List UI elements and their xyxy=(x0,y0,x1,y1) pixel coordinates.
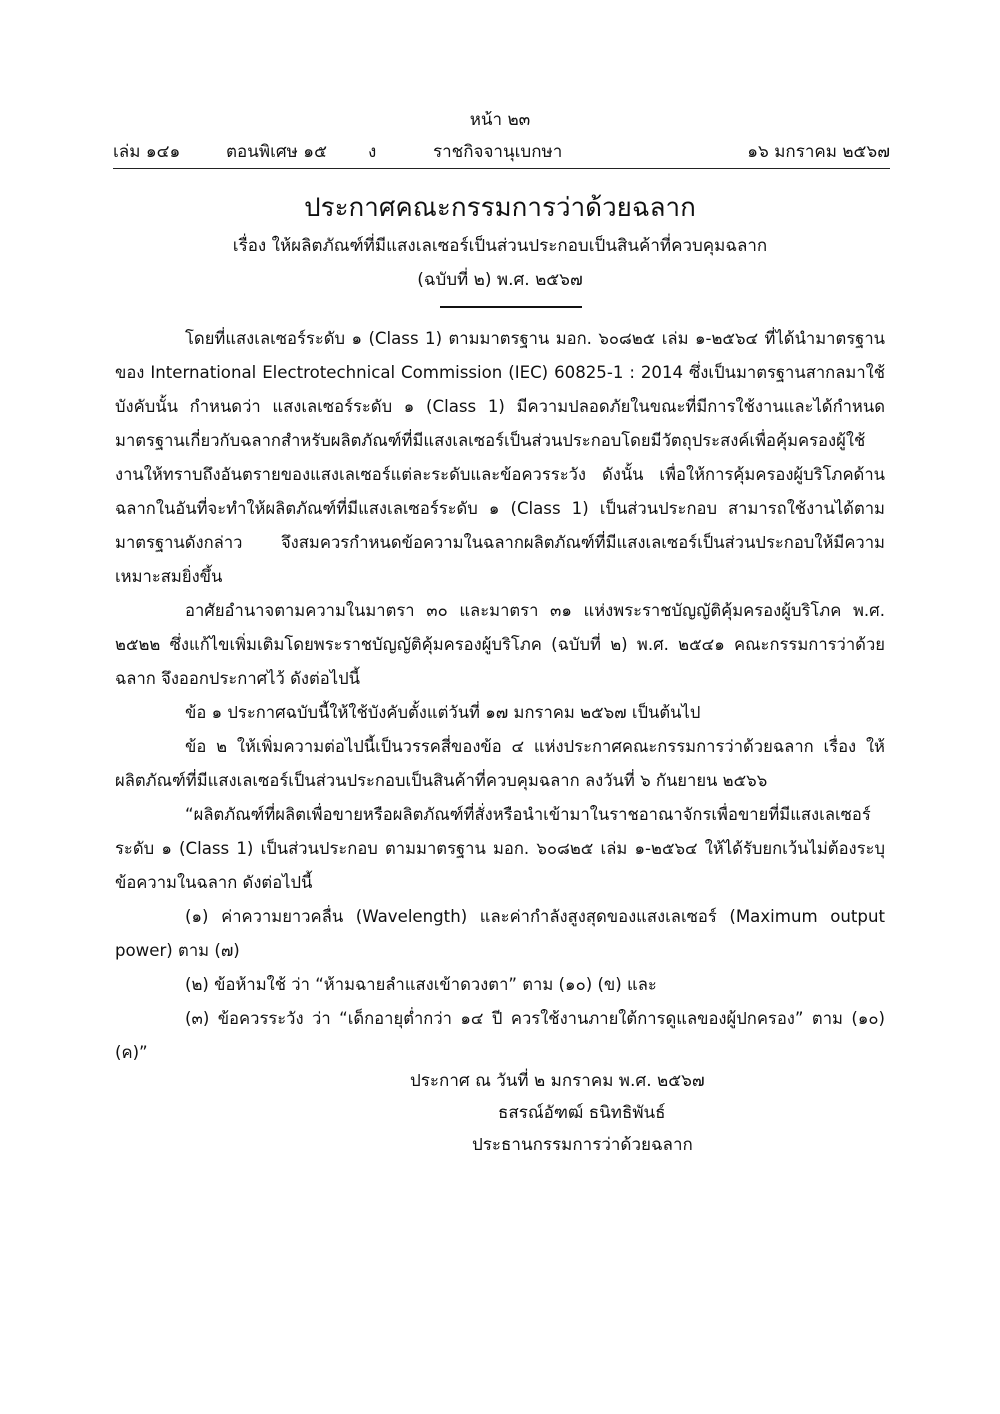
item-1-paragraph: (๑) ค่าความยาวคลื่น (Wavelength) และค่ากำลังสูงสุดของแสงเลเซอร์ (Maximum output power) ตาม (๗) xyxy=(115,907,885,960)
preamble-paragraph: โดยที่แสงเลเซอร์ระดับ ๑ (Class 1) ตามมาตรฐาน มอก. ๖๐๘๒๕ เล่ม ๑-๒๕๖๔ ที่ได้นำมาตรฐานของ International Electrotechnical Commission (IEC) 60825-1 : 2014 ซึ่งเป็นมาตรฐานสากลมาใช้บังคับนั้น กำหนดว่า แสงเลเซอร์ระดับ ๑ (Class 1) มีความปลอดภัยในขณะที่มีการใช้งานและได้กำหนดมาตรฐานเกี่ยวกับฉลากสำหรับผลิตภัณฑ์ที่มีแสงเลเซอร์เป็นส่วนประกอบโดยมีวัตถุประสงค์เพื่อคุ้มครองผู้ใช้งานให้ทราบถึงอันตรายของแสงเลเซอร์แต่ละระดับและข้อควรระวัง ดังนั้น เพื่อให้การคุ้มครองผู้บริโภคด้านฉลากในอันที่จะทำให้ผลิตภัณฑ์ที่มีแสงเลเซอร์ระดับ ๑ (Class 1) เป็นส่วนประกอบ สามารถใช้งานได้ตามมาตรฐานดังกล่าว จึงสมควรกำหนดข้อความในฉลากผลิตภัณฑ์ที่มีแสงเลเซอร์เป็นส่วนประกอบให้มีความเหมาะสมยิ่งขึ้น xyxy=(115,329,885,586)
title-divider xyxy=(440,306,582,308)
announcement-edition: (ฉบับที่ ๒) พ.ศ. ๒๕๖๗ xyxy=(417,270,583,290)
page-number: หน้า ๒๓ xyxy=(469,110,531,130)
item-3-paragraph: (๓) ข้อควรระวัง ว่า “เด็กอายุต่ำกว่า ๑๔ ปี ควรใช้งานภายใต้การดูแลของผู้ปกครอง” ตาม (๑๐) (ค)” xyxy=(115,1009,885,1062)
announcement-body xyxy=(115,322,885,1070)
announcement-subject: เรื่อง ให้ผลิตภัณฑ์ที่มีแสงเลเซอร์เป็นส่วนประกอบเป็นสินค้าที่ควบคุมฉลาก xyxy=(232,236,768,256)
gazette-header xyxy=(113,140,890,168)
announcement-date: ประกาศ ณ วันที่ ๒ มกราคม พ.ศ. ๒๕๖๗ xyxy=(410,1071,705,1091)
signatory-name: ธสรณ์อัฑฒ์ ธนิทธิพันธ์ xyxy=(498,1103,666,1123)
inserted-text-paragraph: “ผลิตภัณฑ์ที่ผลิตเพื่อขายหรือผลิตภัณฑ์ที่สั่งหรือนำเข้ามาในราชอาณาจักรเพื่อขายที่มีแสงเลเซอร์ ระดับ ๑ (Class 1) เป็นส่วนประกอบ ตามมาตรฐาน มอก. ๖๐๘๒๕ เล่ม ๑-๒๕๖๔ ให้ได้รับยกเว้นไม่ต้องระบุข้อความในฉลาก ดังต่อไปนี้ xyxy=(115,805,885,892)
section-type: ง xyxy=(368,142,377,162)
item-2-paragraph: (๒) ข้อห้ามใช้ ว่า “ห้ามฉายลำแสงเข้าดวงตา” ตาม (๑๐) (ข) และ xyxy=(185,975,657,994)
authority-paragraph: อาศัยอำนาจตามความในมาตรา ๓๐ และมาตรา ๓๑ แห่งพระราชบัญญัติคุ้มครองผู้บริโภค พ.ศ. ๒๕๒๒ ซึ่งแก้ไขเพิ่มเติมโดยพระราชบัญญัติคุ้มครองผู้บริโภค (ฉบับที่ ๒) พ.ศ. ๒๕๔๑ คณะกรรมการว่าด้วยฉลาก จึงออกประกาศไว้ ดังต่อไปนี้ xyxy=(115,601,885,688)
clause-1-paragraph: ข้อ ๑ ประกาศฉบับนี้ให้ใช้บังคับตั้งแต่วันที่ ๑๗ มกราคม ๒๕๖๗ เป็นต้นไป xyxy=(185,703,701,722)
announcement-title: ประกาศคณะกรรมการว่าด้วยฉลาก xyxy=(304,193,696,223)
header-divider xyxy=(113,168,890,169)
signatory-position: ประธานกรรมการว่าด้วยฉลาก xyxy=(472,1135,693,1155)
clause-2-paragraph: ข้อ ๒ ให้เพิ่มความต่อไปนี้เป็นวรรคสี่ของข้อ ๔ แห่งประกาศคณะกรรมการว่าด้วยฉลาก เรื่อง ให้ผลิตภัณฑ์ที่มีแสงเลเซอร์เป็นส่วนประกอบเป็นสินค้าที่ควบคุมฉลาก ลงวันที่ ๖ กันยายน ๒๕๖๖ xyxy=(115,737,885,790)
volume-number: เล่ม ๑๔๑ xyxy=(113,142,181,162)
gazette-name: ราชกิจจานุเบกษา xyxy=(433,142,563,162)
gazette-date: ๑๖ มกราคม ๒๕๖๗ xyxy=(747,142,890,162)
special-section: ตอนพิเศษ ๑๕ xyxy=(226,142,327,162)
